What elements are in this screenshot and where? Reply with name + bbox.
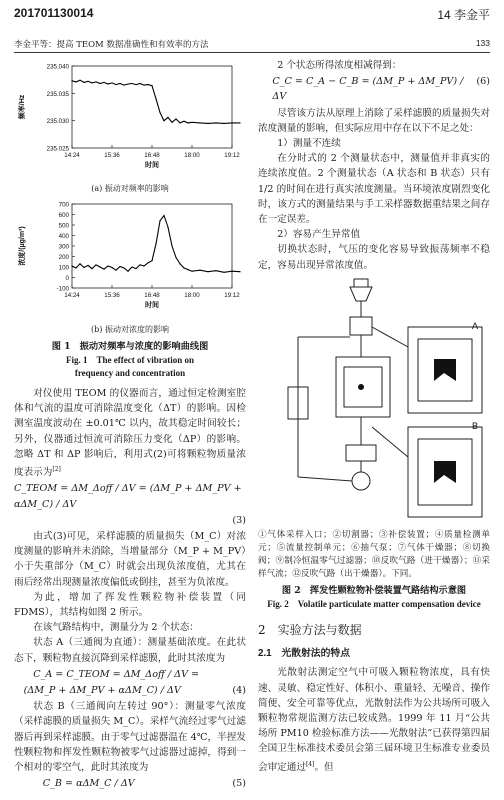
data-point [103,82,104,83]
data-point [87,81,88,82]
data-point [159,221,160,222]
citation: [4] [305,760,315,768]
data-point [135,84,136,85]
document-header [14,6,490,24]
data-point [139,265,140,266]
equation-3-number-row [14,513,246,528]
data-point [175,257,176,258]
y-tick-label: 700 [58,201,69,209]
y-tick-label: 100 [58,264,69,272]
left-column [14,58,246,792]
y-tick-label: 235.025 [46,145,69,153]
data-point [95,81,96,82]
document-id: 201701130014 [14,6,94,20]
figure-1-caption-en-2: frequency and concentration [74,368,186,379]
data-point [171,246,172,247]
y-tick-label: 235.030 [46,118,69,126]
data-point [223,272,224,273]
x-tick-label: 16:48 [144,292,160,300]
series-line [72,80,240,123]
data-point [143,266,144,267]
subcaption-b: (b) 振动对浓度的影响 [91,324,169,334]
data-point [151,261,152,262]
x-tick-label: 14:24 [64,292,80,300]
plot-frame [72,66,232,148]
data-point [83,267,84,268]
data-point [155,244,156,245]
data-point [187,269,188,270]
subsection-heading: 2.1 光散射法的特点 [258,648,350,660]
data-point [75,81,76,82]
paragraph: 状态 B（三通阀向左转过 90°）：测量零气浓度（采样滤膜的质量损失 M_C）。采样气流经过零气过滤器后再到采样滤膜。由于零气过滤器温在 4℃，半捏发性颗粒物和挥发性颗粒物被零气过滤器过滤掉，得到一个相对的零空气，此时其浓度为 [14,701,246,774]
data-point [99,267,100,268]
module-b-label: B [472,420,479,431]
module-a-label: A [472,320,479,331]
data-point [191,271,192,272]
figure-1-caption-en-1: Fig. 1 The effect of vibration on [66,355,194,366]
concentration-chart [14,196,246,316]
data-point [107,83,108,84]
data-point [99,83,100,84]
pump [352,472,370,490]
y-tick-label: 200 [58,254,69,262]
citation: [2] [52,466,61,474]
equation-body: (ΔM_P + ΔM_PV + αΔM_C) / ΔV [23,685,181,697]
x-tick-label: 14:24 [64,152,80,159]
data-point [147,263,148,264]
paragraph: 2 个状态所得浓度相减得到： [277,60,402,71]
data-point [163,215,164,216]
data-point [183,268,184,269]
y-tick-label: 0 [65,275,69,283]
equation-number: (4) [232,685,246,697]
x-axis-label: 时间 [145,302,159,310]
data-point [75,268,76,269]
paragraph: 为此，增加了挥发性颗粒物补偿装置（同 FDMS），其结构如图 2 所示。 [14,591,246,619]
data-point [231,271,232,272]
data-point [79,80,80,81]
data-point [135,268,136,269]
data-point [199,270,200,271]
data-point [159,112,160,113]
paragraph: 在该气路结构中，测量分为 2 个状态： [33,622,199,634]
equation-number: (5) [232,778,246,790]
data-point [111,267,112,268]
data-point [187,122,188,123]
paragraph: 在分时式的 2 个测量状态中，测量值并非真实的连续浓度值。2 个测量状态（A 状态和 B 状态）只有 1/2 的时间在进行真实浓度测量。当环境浓度剧烈变化时，该方式的测量结果与手工采样器数据重结果之间存在一定误差。 [258,153,490,226]
flow-control-unit [346,445,376,461]
data-point [83,82,84,83]
y-tick-label: 235.035 [46,90,69,98]
equation-number: (3) [232,514,246,526]
y-axis-label: 频率/Hz [19,94,26,120]
y-axis-label: 浓度/(µg/m³) [19,226,26,267]
page-number: 133 [475,38,490,48]
data-point [115,84,116,85]
data-point [107,266,108,267]
data-point [127,83,128,84]
equation-body: C_TEOM = ΔM_Δoff / ΔV = (ΔM_P + ΔM_PV + αΔM_C) / ΔV [14,483,242,510]
x-tick-label: 19:12 [224,292,240,300]
data-point [155,98,156,99]
x-tick-label: 15:36 [104,152,120,159]
data-point [239,122,240,123]
equation-body: C_C = C_A − C_B = (ΔM_P + ΔM_PV) / ΔV [272,76,464,103]
paragraph: 由式(3)可见，采样滤膜的质量损失（M_C）对浓度测量的影响并未消除，当增量部分（M_P + M_PV）小于失重部分（M_C）时就会出现负浓度值，尤其在雨后经常出现测量浓度偏低或倒挂，甚至为负浓度。 [14,531,246,588]
data-point [167,117,168,118]
equation-body: C_B = αΔM_C / ΔV [42,778,135,790]
data-point [163,120,164,121]
x-axis-label: 时间 [145,162,159,169]
data-point [91,268,92,269]
y-tick-label: 300 [58,243,69,251]
data-point [131,83,132,84]
x-tick-label: 15:36 [104,292,120,300]
paragraph: 尽管该方法从原理上消除了采样滤膜的质量损失对浓度测量的影响，但实际应用中存在以下不足之处： [258,107,490,134]
data-point [143,85,144,86]
data-point [191,122,192,123]
header-right: 14 李金平 [437,8,490,22]
data-point [183,121,184,122]
data-point [223,123,224,124]
data-point [103,269,104,270]
data-point [207,272,208,273]
list-heading: 1）测量不连续 [277,138,341,150]
data-point [115,270,116,271]
data-point [95,265,96,266]
paragraph: 对仪使用 TEOM 的仪器而言，通过恒定检测室腔体和气流的温度可消除温度变化（ΔT）的影响。因检测室温度波动在 ±0.01℃ 以内，故其稳定时间较长；另外，仪器通过恒流可消除压力变化（ΔP）的影响。忽略 ΔT 和 ΔP 影响后，利用式(2)可将颗粒物质量浓度表示为[2] [14,388,246,479]
x-tick-label: 16:48 [144,152,160,159]
data-point [119,266,120,267]
figure-2-schematic [258,277,490,525]
y-tick-label: 600 [58,212,69,220]
section-heading: 2 实验方法与数据 [258,623,362,638]
data-point [91,82,92,83]
equation-6 [258,74,490,104]
x-tick-label: 19:12 [224,152,240,159]
data-point [71,266,72,267]
right-column [258,58,490,775]
data-point [131,267,132,268]
data-point [119,83,120,84]
equation-4b [14,683,246,698]
list-heading: 2）容易产生异常值 [277,229,361,241]
data-point [207,123,208,124]
plot-frame [72,204,232,288]
equation-body: C_A = C_TEOM = ΔM_Δoff / ΔV = [33,668,200,680]
figure-2-legend: ①气体采样入口；②切割器；③补偿装置；④质量检测单元；⑤流量控制单元；⑥抽气泵；⑦气体干燥器；⑧切换阀；⑨制冷恒温零气过滤器；⑩反吹气路（进干燥器）；⑪采样气流；⑫反吹气路（出干燥器）。下同。 [258,529,490,579]
running-title: 李金平等：提高 TEOM 数据准确性和有效率的方法 [14,40,209,50]
data-point [147,84,148,85]
equation-4a [14,667,246,682]
subcaption-a: (a) 振动对频率的影响 [91,184,169,194]
equation-5 [14,776,246,791]
equation-number: (6) [476,76,490,88]
data-point [179,264,180,265]
sampling-inlet [354,279,368,287]
data-point [87,265,88,266]
y-tick-label: 235.040 [46,63,69,71]
data-point [123,268,124,269]
cutter [350,287,372,301]
data-point [151,85,152,86]
paragraph: 状态 A（三通阀为直通）：测量基础浓度。在此状态下，颗粒物直接沉降到采样滤膜，此时其浓度为 [14,637,246,664]
data-point [171,122,172,123]
data-point [179,122,180,123]
data-point [215,270,216,271]
y-tick-label: -100 [56,285,69,293]
figure-2-caption-cn: 图 2 挥发性颗粒物补偿装置气路结构示意图 [281,584,467,596]
figure-2-caption-en: Fig. 2 Volatile particulate matter compensation device [267,599,481,610]
figure-1-caption-cn: 图 1 振动对频率与浓度的影响曲线图 [51,340,209,352]
running-header [14,38,490,53]
data-point [79,264,80,265]
data-point [127,271,128,272]
data-point [111,82,112,83]
paragraph: 光散射法测定空气中可吸入颗粒物浓度，具有快速、灵敏、稳定性好、体积小、重量轻、无噪音、操作简便、安全可靠等优点，光散射法作为公共场所可吸入颗粒物常规监测方法已较成熟。1999 年 11 月“公共场所 PM10 检验标准方法——光散射法”已获得第四届全国卫生标准技术委员会第三届环境卫生标准专业委员会审定通过[4]。但 [258,667,490,773]
data-point [167,227,168,228]
paragraph: 切换状态时，气压的变化容易导致振荡频率不稳定，容易出现异常浓度值。 [258,244,490,271]
equation-3 [14,481,246,511]
data-point [215,122,216,123]
data-point [175,118,176,119]
frequency-chart [14,58,246,176]
data-point [239,272,240,273]
data-point [231,122,232,123]
data-point [123,85,124,86]
x-tick-label: 18:00 [184,292,200,300]
y-tick-label: 400 [58,233,69,241]
data-point [199,122,200,123]
x-tick-label: 18:00 [184,152,200,159]
data-point [139,83,140,84]
compensation-unit [350,317,372,335]
y-tick-label: 500 [58,222,69,230]
figure-1 [14,58,246,380]
data-point [71,80,72,81]
